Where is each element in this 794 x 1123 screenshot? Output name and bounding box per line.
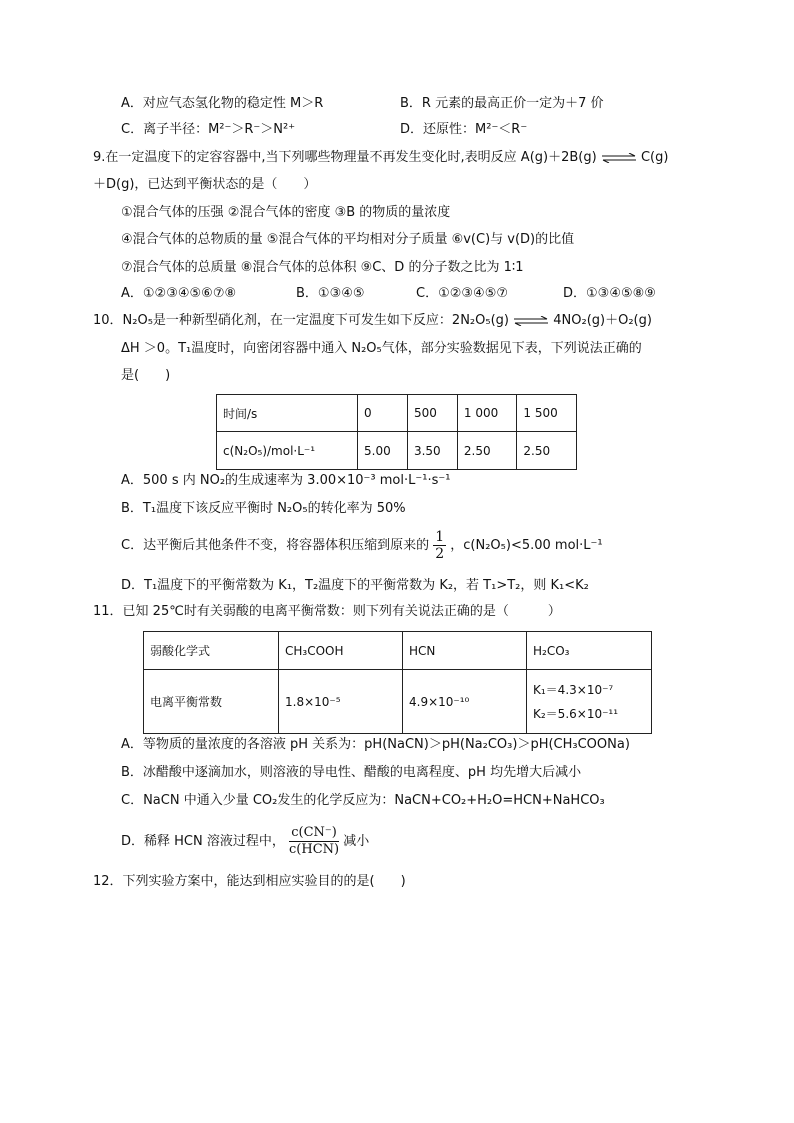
table-row — [217, 432, 577, 470]
table-cell: 2.50 — [457, 432, 517, 470]
q11-option-b: B．冰醋酸中逐滴加水，则溶液的导电性、醋酸的电离程度、pH 均先增大后减小 — [121, 765, 582, 780]
q10-option-c-text: C．达平衡后其他条件不变，将容器体积压缩到原来的 — [121, 538, 430, 553]
q9-items-1: ①混合气体的压强 ②混合气体的密度 ③B 的物质的量浓度 — [121, 205, 451, 220]
table-cell: 弱酸化学式 — [144, 632, 279, 670]
fraction-denominator: c(HCN) — [289, 842, 340, 857]
table-cell: 电离平衡常数 — [144, 670, 279, 734]
table-cell: 1.8×10⁻⁵ — [279, 670, 403, 734]
table-cell: 2.50 — [517, 432, 577, 470]
fraction-numerator: 1 — [435, 529, 445, 545]
fraction-cn-over-hcn — [289, 825, 339, 858]
table-cell: HCN — [403, 632, 527, 670]
q10-stem-line3: 是( ) — [121, 368, 171, 383]
q9-stem-line1-end: C(g) — [640, 150, 669, 165]
fraction-numerator: c(CN⁻) — [289, 825, 339, 842]
q11-option-d — [121, 822, 369, 862]
q10-stem-line1-end: 4NO₂(g)＋O₂(g) — [553, 313, 652, 328]
equilibrium-arrow-icon — [513, 316, 549, 326]
q9-items-3: ⑦混合气体的总质量 ⑧混合气体的总体积 ⑨C、D 的分子数之比为 1∶1 — [121, 260, 524, 275]
q10-option-a: A．500 s 内 NO₂的生成速率为 3.00×10⁻³ mol·L⁻¹·s⁻¹ — [121, 473, 451, 488]
k1-value: K₁＝4.3×10⁻⁷ — [533, 682, 614, 697]
q8-option-b: B．R 元素的最高正价一定为＋7 价 — [400, 96, 604, 111]
table-cell: 5.00 — [358, 432, 408, 470]
q10-option-c — [121, 528, 603, 564]
q11-option-d-text: D．稀释 HCN 溶液过程中， — [121, 834, 285, 849]
q11-option-d-tail: 减小 — [343, 834, 370, 849]
q10-stem-line2: ΔH ＞0。T₁温度时，向密闭容器中通入 N₂O₅气体，部分实验数据见下表，下列说法正确的 — [121, 341, 642, 356]
q11-option-a: A．等物质的量浓度的各溶液 pH 关系为：pH(NaCN)＞pH(Na₂CO₃)＞pH(CH₃COONa) — [121, 737, 630, 752]
q9-stem — [93, 149, 668, 167]
q10-data-table — [216, 394, 577, 470]
q10-stem — [93, 312, 652, 330]
k2-value: K₂＝5.6×10⁻¹¹ — [533, 706, 619, 721]
q10-option-d: D．T₁温度下的平衡常数为 K₁，T₂温度下的平衡常数为 K₂，若 T₁>T₂，则 K₁<K₂ — [121, 578, 589, 593]
table-cell: 1 000 — [457, 395, 517, 432]
table-cell — [527, 670, 652, 734]
table-cell: 0 — [358, 395, 408, 432]
q12-stem: 12．下列实验方案中，能达到相应实验目的的是( ) — [93, 874, 406, 889]
table-header-row — [144, 632, 652, 670]
table-row — [144, 670, 652, 734]
q9-items-2: ④混合气体的总物质的量 ⑤混合气体的平均相对分子质量 ⑥v(C)与 v(D)的比值 — [121, 232, 575, 247]
q10-option-c-tail: ，c(N₂O₅)<5.00 mol·L⁻¹ — [450, 538, 603, 553]
table-cell: H₂CO₃ — [527, 632, 652, 670]
q11-option-c: C．NaCN 中通入少量 CO₂发生的化学反应为：NaCN+CO₂+H₂O=HCN+NaHCO₃ — [121, 793, 605, 808]
q9-option-d: D．①③④⑤⑧⑨ — [563, 286, 656, 301]
q9-option-c: C．①②③④⑤⑦ — [416, 286, 509, 301]
q10-stem-line1: 10．N₂O₅是一种新型硝化剂，在一定温度下可发生如下反应：2N₂O₅(g) — [93, 313, 509, 328]
table-cell: 3.50 — [407, 432, 457, 470]
q9-option-b: B．①③④⑤ — [296, 286, 365, 301]
q9-option-a: A．①②③④⑤⑥⑦⑧ — [121, 286, 237, 301]
q8-option-c: C．离子半径：M²⁻＞R⁻＞N²⁺ — [121, 122, 296, 137]
q8-option-d: D．还原性：M²⁻＜R⁻ — [400, 122, 528, 137]
table-cell: 时间/s — [217, 395, 358, 432]
table-cell: 4.9×10⁻¹⁰ — [403, 670, 527, 734]
q9-stem-line1: 9.在一定温度下的定容容器中,当下列哪些物理量不再发生变化时,表明反应 A(g)＋2B(g) — [93, 150, 597, 165]
table-cell: 500 — [407, 395, 457, 432]
fraction-one-half — [433, 529, 446, 562]
q8-option-a: A．对应气态氢化物的稳定性 M＞R — [121, 96, 324, 111]
q11-data-table — [143, 631, 652, 734]
fraction-denominator: 2 — [435, 546, 445, 562]
q10-option-b: B．T₁温度下该反应平衡时 N₂O₅的转化率为 50% — [121, 501, 406, 516]
table-header-row — [217, 395, 577, 432]
q11-stem: 11．已知 25℃时有关弱酸的电离平衡常数：则下列有关说法正确的是（ ） — [93, 604, 561, 619]
table-cell: CH₃COOH — [279, 632, 403, 670]
table-cell: c(N₂O₅)/mol·L⁻¹ — [217, 432, 358, 470]
equilibrium-arrow-icon — [601, 153, 637, 163]
table-cell: 1 500 — [517, 395, 577, 432]
q9-stem-line2: ＋D(g)，已达到平衡状态的是（ ） — [93, 177, 317, 192]
